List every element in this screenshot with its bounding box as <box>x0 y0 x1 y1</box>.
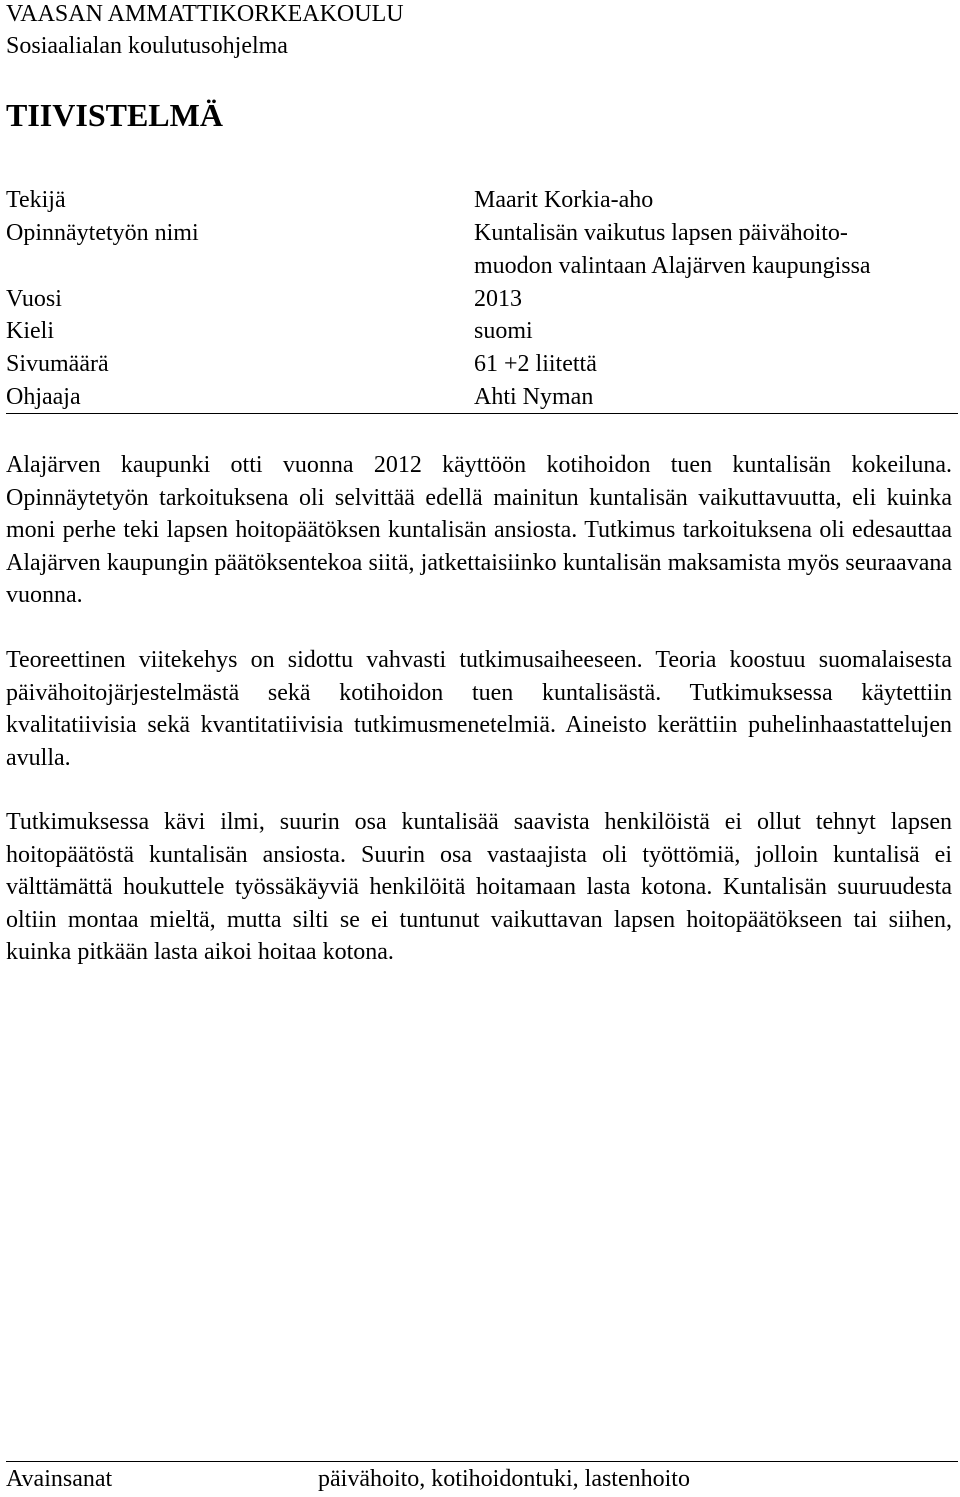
thesis-name-label: Opinnäytetyön nimi <box>6 220 199 246</box>
supervisor-value: Ahti Nyman <box>474 384 594 410</box>
pages-value: 61 +2 liitettä <box>474 351 597 377</box>
institution-name: VAASAN AMMATTIKORKEAKOULU <box>6 1 404 27</box>
supervisor-label: Ohjaaja <box>6 384 81 410</box>
keywords-value: päivähoito, kotihoidontuki, lastenhoito <box>318 1466 690 1492</box>
pages-label: Sivumäärä <box>6 351 109 377</box>
keywords-divider <box>6 1461 958 1462</box>
abstract-paragraph-2: Teoreettinen viitekehys on sidottu vahvasti tutkimusaiheeseen. Teoria koostuu suomalaisesta päivähoitojärjestelmästä sekä kotihoidon tuen kuntalisästä. Tutkimuksessa käytettiin kvalitatiivisia sekä kvantitatiivisia tutkimusmenetelmiä. Aineisto kerättiin puhelinhaastattelujen avulla. <box>6 647 952 771</box>
author-value: Maarit Korkia-aho <box>474 187 654 213</box>
language-label: Kieli <box>6 318 54 344</box>
language-value: suomi <box>474 318 533 344</box>
thesis-name-line1: Kuntalisän vaikutus lapsen päivähoito- <box>474 220 848 246</box>
abstract-paragraph-3: Tutkimuksessa kävi ilmi, suurin osa kuntalisää saavista henkilöistä ei ollut tehnyt lapsen hoitopäätöstä kuntalisän ansiosta. Suurin osa vastaajista oli työttömiä, jolloin kuntalisä ei välttämättä houkuttele työssäkäyviä henkilöitä hoitamaan lasta kotona. Kuntalisän suuruudesta oltiin montaa mieltä, mutta silti se ei tuntunut vaikuttavan lapsen hoitopäätökseen tai siihen, kuinka pitkään lasta aikoi hoitaa kotona. <box>6 809 952 965</box>
abstract-paragraph-1: Alajärven kaupunki otti vuonna 2012 käyttöön kotihoidon tuen kuntalisän kokeiluna. Opinnäytetyön tarkoituksena oli selvittää edellä mainitun kuntalisän vaikuttavuutta, eli kuinka moni perhe teki lapsen hoitopäätöksen kuntalisän ansiosta. Tutkimus tarkoituksena oli edesauttaa Alajärven kaupungin päätöksentekoa siitä, jatkettaisiinko kuntalisän maksamista myös seuraavana vuonna. <box>6 452 952 608</box>
thesis-name-line2: muodon valintaan Alajärven kaupungissa <box>474 253 871 279</box>
author-label: Tekijä <box>6 187 66 213</box>
keywords-label: Avainsanat <box>6 1466 113 1492</box>
program-name: Sosiaalialan koulutusohjelma <box>6 33 288 59</box>
meta-divider <box>6 413 958 414</box>
page-title: TIIVISTELMÄ <box>6 97 223 133</box>
year-label: Vuosi <box>6 286 62 312</box>
year-value: 2013 <box>474 286 522 312</box>
